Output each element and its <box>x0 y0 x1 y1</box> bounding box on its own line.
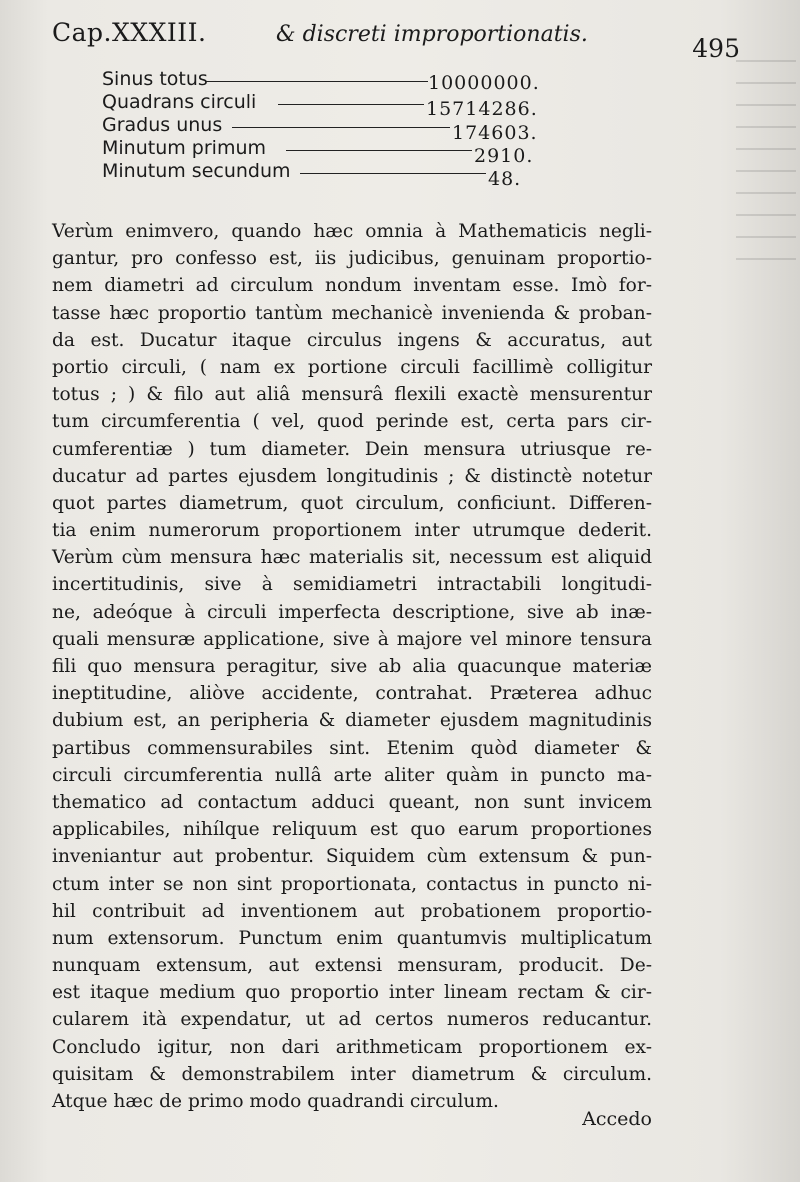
text-line: da est. Ducatur itaque circulus ingens & accuratus, aut <box>52 329 652 351</box>
table-row-label: Minutum primum <box>102 137 267 159</box>
text-line: ne, adeóque à circuli imperfecta descriptione, sive ab inæ- <box>52 601 652 623</box>
text-line: cularem ità expendatur, ut ad certos numeros reducantur. <box>52 1009 652 1031</box>
text-line: nem diametri ad circulum nondum inventam esse. Imò for- <box>52 275 652 297</box>
catchword: Accedo <box>582 1108 652 1130</box>
text-line: fili quo mensura peragitur, sive ab alia quacunque materiæ <box>52 656 652 677</box>
table-row-value: 15714286. <box>426 98 538 120</box>
leader-line <box>300 173 486 174</box>
table-row-value: 10000000. <box>428 72 540 94</box>
value-table <box>102 68 542 190</box>
table-row <box>102 91 542 120</box>
text-line: Concludo igitur, non dari arithmeticam proportionem ex- <box>52 1036 652 1058</box>
text-line: quali mensuræ applicatione, sive à majore vel minore tensura <box>52 628 652 650</box>
text-line: inveniantur aut probentur. Siquidem cùm extensum & pun- <box>52 846 652 868</box>
text-line: tum circumferentia ( vel, quod perinde est, certa pars cir- <box>52 411 652 433</box>
table-row-value: 48. <box>488 168 522 190</box>
text-line: gantur, pro confesso est, iis judicibus, genuinam proportio- <box>52 248 652 270</box>
leader-line <box>278 104 424 105</box>
text-line: incertitudinis, sive à semidiametri intractabili longitudi- <box>52 574 652 596</box>
table-row-value: 2910. <box>474 145 534 167</box>
text-line: nunquam extensum, aut extensi mensuram, producit. De- <box>52 955 652 977</box>
table-row <box>102 114 542 144</box>
table-row <box>102 68 542 94</box>
text-line: quisitam & demonstrabilem inter diametrum & circulum. <box>52 1063 652 1085</box>
table-row-label: Sinus totus <box>102 68 208 90</box>
text-line: Verùm cùm mensura hæc materialis sit, necessum est aliquid <box>52 547 652 569</box>
table-row <box>102 160 542 190</box>
text-line: ctum inter se non sint proportionata, contactus in puncto ni- <box>52 873 652 895</box>
text-line: num extensorum. Punctum enim quantumvis multiplicatum <box>52 927 652 949</box>
text-line: totus ; ) & filo aut aliâ mensurâ flexili exactè mensurentur <box>52 384 652 406</box>
chapter-heading: Cap.XXXIII. <box>52 18 207 47</box>
text-line: applicabiles, nihílque reliquum est quo earum proportiones <box>52 819 652 841</box>
text-line: quot partes diametrum, quot circulum, conficiunt. Differen- <box>52 492 652 514</box>
text-line: dubium est, an peripheria & diameter ejusdem magnitudinis <box>52 710 652 732</box>
text-line: Atque hæc de primo modo quadrandi circulum. <box>52 1091 499 1112</box>
text-line: tasse hæc proportio tantùm mechanicè invenienda & proban- <box>52 302 652 324</box>
leader-line <box>286 150 472 151</box>
text-line: circuli circumferentia nullâ arte aliter quàm in puncto ma- <box>52 764 652 786</box>
running-head <box>52 18 740 63</box>
text-line: cumferentiæ ) tum diameter. Dein mensura utriusque re- <box>52 438 652 460</box>
leader-line <box>206 81 428 82</box>
text-line: tia enim numerorum proportionem inter utrumque dederit. <box>52 520 652 542</box>
leader-line <box>232 127 450 128</box>
text-line: ineptitudine, aliòve accidente, contrahat. Præterea adhuc <box>52 683 652 705</box>
text-line: Verùm enimvero, quando hæc omnia à Mathematicis negli- <box>52 221 652 242</box>
table-row-label: Minutum secundum <box>102 160 291 182</box>
table-row <box>102 137 542 167</box>
text-line: ducatur ad partes ejusdem longitudinis ; & distinctè notetur <box>52 465 652 487</box>
running-title: & discreti improportionatis. <box>276 22 588 47</box>
text-line: partibus commensurabiles sint. Etenim quòd diameter & <box>52 737 652 759</box>
text-line: portio circuli, ( nam ex portione circuli facillimè colligitur <box>52 356 652 378</box>
text-line: hil contribuit ad inventionem aut probationem proportio- <box>52 900 652 922</box>
table-row-value: 174603. <box>452 122 538 144</box>
text-line: est itaque medium quo proportio inter lineam rectam & cir- <box>52 982 652 1004</box>
body-paragraph <box>52 218 652 1115</box>
table-row-label: Quadrans circuli <box>102 91 257 113</box>
text-line: thematico ad contactum adduci queant, non sunt invicem <box>52 791 652 813</box>
table-row-label: Gradus unus <box>102 114 223 136</box>
show-through-margin <box>736 60 796 280</box>
page-number: 495 <box>692 34 740 63</box>
